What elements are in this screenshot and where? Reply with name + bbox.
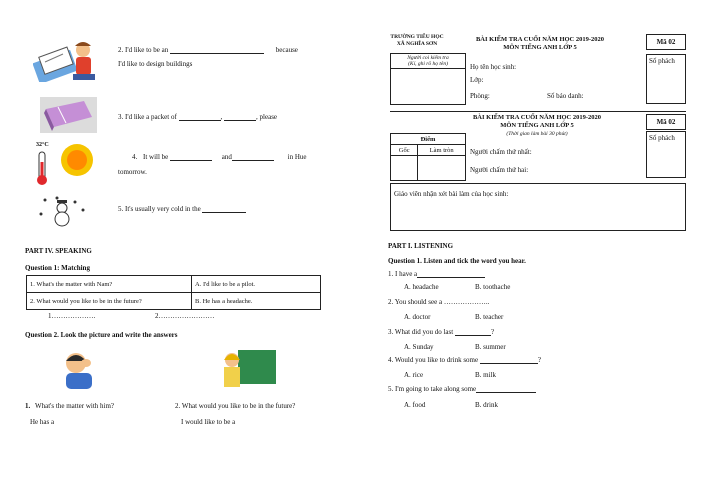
teacher-illustration [218,348,276,390]
item-3-option-a[interactable]: A. Sunday [404,343,434,351]
picture-q1-number: 1. [25,402,31,410]
table-row [27,276,321,293]
item-5-option-b[interactable]: B. drink [475,401,498,409]
q3-text: I'd like a packet of [125,113,177,121]
item-5-blank[interactable] [476,385,536,393]
q2-text: I'd like to be an [125,46,169,54]
student-name-label: Họ tên học sinh: [470,63,517,71]
q3-line [118,113,318,121]
list-item [388,298,489,306]
item-1-option-b[interactable]: B. toothache [475,283,511,291]
grader-1-label: Người chấm thứ nhất: [470,148,532,156]
q4-tail: in Hue [287,153,307,161]
exam-code-2: Mã 02 [646,114,686,130]
examiner-note: (Kí, ghi rõ họ tên) [408,61,448,67]
score-table [390,133,466,181]
temperature-label: 32°C [36,142,49,148]
architect-illustration [33,38,97,82]
picture-question-heading: Question 2. Look the picture and write the answers [25,331,178,339]
table-row [27,293,321,310]
item-1-option-a[interactable]: A. headache [404,283,439,291]
picture-q1-answer[interactable]: He has a [30,418,55,426]
item-2-text: You should see a ……………….. [394,298,490,306]
q4-line [132,153,322,161]
school-line-2: XÃ NGHĨA SƠN [396,41,438,47]
sophach-label-1: Số phách [649,57,675,65]
matching-table [26,275,321,310]
packet-illustration [40,97,97,133]
listening-question-heading: Question 1. Listen and tick the word you hear. [388,257,526,265]
matching-answer-a: A. I'd like to be a pilot. [192,276,321,293]
item-1-number: 1. [388,270,394,278]
q2-blank[interactable] [170,46,264,54]
item-3-blank[interactable] [455,328,491,336]
teacher-comment-box[interactable] [390,183,686,231]
q5-number: 5. [118,205,124,213]
matching-question-2: 2. What would you like to be in the future? [27,293,192,310]
picture-q2-answer[interactable]: I would like to be a [181,418,236,426]
q4-line2: tomorrow. [118,168,147,176]
room-label: Phòng: [470,92,490,100]
q2-line [118,46,318,54]
table-row [391,134,466,145]
score-raw-header: Gốc [391,145,418,156]
exam-time: (Thời gian làm bài 30 phút) [506,131,568,137]
picture-q1-text: What's the matter with him? [35,402,115,410]
part-i-heading: PART I. LISTENING [388,242,454,250]
matching-answer-b: B. He has a headache. [192,293,321,310]
picture-q1 [25,402,114,410]
school-line-1: TRƯỜNG TIỂU HỌC [390,34,444,40]
exam-subject-2: MÔN TIẾNG ANH LỚP 5 [500,122,574,129]
matching-question-1: 1. What's the matter with Nam? [27,276,192,293]
item-3-tail: ? [490,328,495,336]
q2-line2: I'd like to design buildings [118,60,193,68]
sophach-box-1 [646,54,686,104]
item-4-text: Would you like to drink some [394,356,479,364]
q4-blank-1[interactable] [170,153,212,161]
q3-tail: , please [256,113,278,121]
score-header: Điểm [391,134,466,145]
q5-text: It's usually very cold in the [125,205,201,213]
divider-top [390,111,686,112]
matching-answer-1-field[interactable]: 1………………. [48,312,96,320]
score-rounded-header: Làm tròn [418,145,466,156]
item-4-tail: ? [537,356,541,364]
candidate-number-label: Số báo danh: [547,92,584,100]
item-3-text: What did you do last [394,328,454,336]
q2-tail: because [275,46,298,54]
list-item [388,356,541,364]
item-2-option-a[interactable]: A. doctor [404,313,431,321]
item-1-text: I have a [395,270,418,278]
item-3-number: 3. [388,328,394,336]
score-rounded-cell[interactable] [418,156,466,181]
matching-answer-2-field[interactable]: 2…………………… [155,312,215,320]
exam-code-1: Mã 02 [646,34,686,50]
q4-number: 4. [132,153,138,161]
picture-q2-number: 2. [175,402,181,410]
examiner-title: Người coi kiểm tra [407,55,449,61]
picture-q2 [175,402,295,410]
q4-and: and [221,153,232,161]
exam-subject-1: MÔN TIẾNG ANH LỚP 5 [503,44,577,51]
q3-blank-1[interactable] [179,113,221,121]
item-5-text: I'm going to take along some [395,385,477,393]
examiner-label [391,54,465,69]
hot-weather-illustration [33,140,99,188]
item-4-option-b[interactable]: B. milk [475,371,497,379]
item-5-option-a[interactable]: A. food [404,401,426,409]
item-4-option-a[interactable]: A. rice [404,371,424,379]
score-raw-cell[interactable] [391,156,418,181]
sophach-label-2: Số phách [649,134,675,142]
q3-separator: , [220,113,223,121]
sophach-box-2 [646,131,686,178]
exam-title-top [470,36,610,52]
list-item [388,270,485,278]
exam-title-1: BÀI KIỂM TRA CUỐI NĂM HỌC 2019-2020 [475,36,605,43]
q5-blank[interactable] [202,205,246,213]
school-name [388,34,446,48]
teacher-comment-label: Giáo viên nhận xét bài làm của học sinh: [394,190,509,198]
q4-text: It will be [143,153,169,161]
item-2-number: 2. [388,298,394,306]
item-2-option-b[interactable]: B. teacher [475,313,504,321]
exam-title-bottom [457,114,617,138]
item-4-blank[interactable] [480,356,538,364]
item-4-number: 4. [388,356,394,364]
q3-blank-2[interactable] [224,113,256,121]
part-iv-heading: PART IV. SPEAKING [25,247,92,255]
examiner-box [390,53,466,105]
q2-number: 2. [118,46,124,54]
sick-boy-illustration [58,349,100,391]
item-1-blank[interactable] [417,270,485,278]
item-5-number: 5. [388,385,394,393]
snow-illustration [35,194,89,228]
matching-heading: Question 1: Matching [25,264,90,272]
exam-title-2: BÀI KIỂM TRA CUỐI NĂM HỌC 2019-2020 [472,114,602,121]
item-3-option-b[interactable]: B. summer [475,343,506,351]
table-row [391,145,466,156]
q4-blank-2[interactable] [232,153,274,161]
class-label: Lớp: [470,76,484,84]
list-item [388,385,536,393]
list-item [388,328,494,336]
picture-q2-text: What would you like to be in the future? [181,402,296,410]
q5-line [118,205,318,213]
grader-2-label: Người chấm thứ hai: [470,166,529,174]
table-row [391,156,466,181]
q3-number: 3. [118,113,124,121]
